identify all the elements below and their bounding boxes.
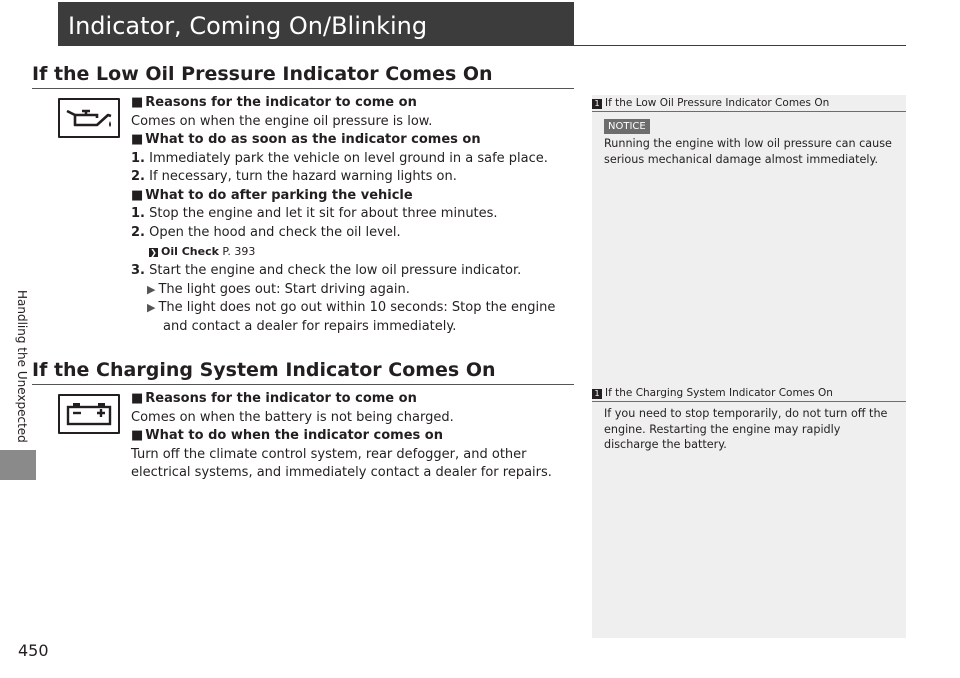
charging-action-text: Turn off the climate control system, rear defogger, and other electrical systems, and immediately contact a dealer for repairs.	[131, 446, 552, 480]
oil-check-reference-link[interactable]: ❯ Oil Check P. 393	[150, 245, 256, 258]
reference-arrow-icon: ❯	[150, 248, 157, 257]
oil-after-step-2: 2. Open the hood and check the oil level.	[131, 224, 401, 240]
charging-reason-text: Comes on when the battery is not being charged.	[131, 409, 454, 425]
oil-reason-text: Comes on when the engine oil pressure is low.	[131, 113, 433, 129]
sidebar-notes	[592, 95, 906, 638]
charging-subheading-action: ■ What to do when the indicator comes on	[131, 428, 443, 443]
sidebar-oil-heading: 1 If the Low Oil Pressure Indicator Comes On	[592, 97, 829, 109]
sidebar-charging-heading: 1 If the Charging System Indicator Comes On	[592, 387, 833, 399]
sidebar-charging-text: If you need to stop temporarily, do not turn off the engine. Restarting the engine may rapidly discharge the battery.	[604, 407, 888, 452]
sidebar-oil-rule	[592, 111, 906, 112]
oil-subheading-reasons: ■ Reasons for the indicator to come on	[131, 95, 417, 110]
oil-step-1: 1. Immediately park the vehicle on level ground in a safe place.	[131, 150, 548, 166]
oil-body	[131, 94, 581, 336]
battery-icon	[58, 394, 120, 434]
page-number: 450	[18, 641, 49, 660]
oil-after-step-3: 3. Start the engine and check the low oil pressure indicator.	[131, 263, 522, 278]
header-rule	[574, 45, 906, 46]
section-rule-charging	[32, 384, 574, 385]
result-arrow-icon: ▶	[147, 282, 156, 296]
notice-tag: NOTICE	[604, 119, 650, 134]
charging-subheading-reasons: ■ Reasons for the indicator to come on	[131, 391, 417, 406]
sidebar-charging-rule	[592, 401, 906, 402]
thumb-tab-label: Handling the Unexpected	[15, 290, 29, 443]
oil-can-icon	[58, 98, 120, 138]
oil-after-step-1: 1. Stop the engine and let it sit for about three minutes.	[131, 206, 498, 221]
section-title-oil: If the Low Oil Pressure Indicator Comes On	[32, 63, 493, 85]
note-marker-icon: 1	[592, 389, 602, 399]
oil-result-a: ▶ The light goes out: Start driving again.	[147, 281, 410, 297]
oil-subheading-after: ■ What to do after parking the vehicle	[131, 187, 413, 203]
section-rule-oil	[32, 88, 574, 89]
thumb-tab	[0, 450, 36, 480]
page-title: Indicator, Coming On/Blinking	[68, 12, 428, 40]
section-title-charging: If the Charging System Indicator Comes On	[32, 359, 496, 381]
result-arrow-icon: ▶	[147, 301, 156, 314]
oil-subheading-immediate: ■ What to do as soon as the indicator comes on	[131, 132, 481, 147]
note-marker-icon: 1	[592, 99, 602, 109]
sidebar-oil-text: Running the engine with low oil pressure can cause serious mechanical damage almost immediately.	[604, 137, 892, 166]
oil-step-2: 2. If necessary, turn the hazard warning lights on.	[131, 169, 457, 184]
oil-result-b: ▶ The light does not go out within 10 seconds: Stop the engine and contact a dealer for repairs immediately.	[147, 300, 556, 334]
charging-body	[131, 390, 581, 483]
